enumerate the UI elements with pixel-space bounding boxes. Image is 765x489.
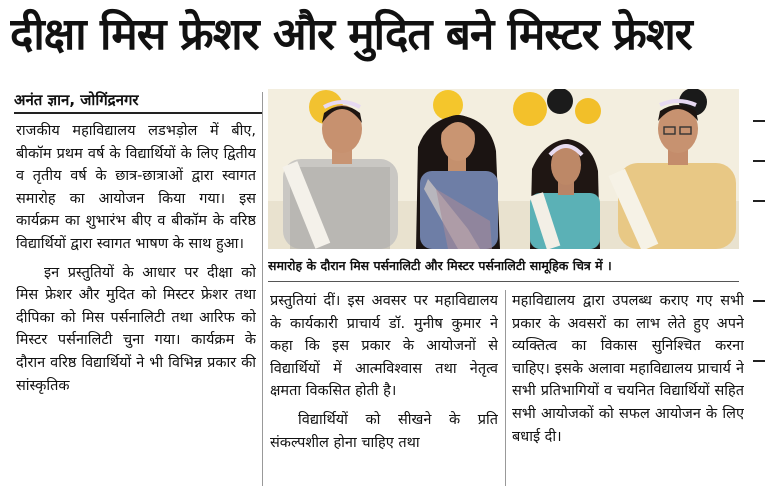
paragraph: विद्यार्थियों को सीखने के प्रति संकल्पशील होना चाहिए तथा [270, 411, 498, 451]
column-divider [262, 92, 263, 486]
article-column-2 [270, 290, 498, 486]
paragraph: राजकीय महाविद्यालय लडभड़ोल में बीए, बीकॉम प्रथम वर्ष के विद्यार्थियों के लिए द्वितीय व तृतीय वर्ष के छात्र-छात्राओं द्वारा स्वागत समारोह का आयोजन किया गया। इस कार्यक्रम का शुभारंभ बीए व बीकॉम के वरिष्ठ विद्यार्थियों द्वारा स्वागत भाषण के साथ हुआ। [16, 123, 256, 252]
byline: अनंत ज्ञान, जोगिंद्रनगर [14, 91, 139, 109]
byline-rule [14, 112, 262, 114]
group-photo-illustration [268, 89, 739, 249]
article-column-1 [16, 120, 256, 486]
headline: दीक्षा मिस फ्रेशर और मुदित बने मिस्टर फ्रेशर [10, 9, 692, 60]
group-photo [268, 89, 739, 249]
article-column-3 [512, 290, 744, 486]
paragraph: प्रस्तुतियां दीं। इस अवसर पर महाविद्यालय के कार्यकारी प्राचार्य डॉ. मुनीष कुमार ने कहा कि इस प्रकार के आयोजनों से विद्यार्थियों में आत्मविश्वास तथा नेतृत्व क्षमता विकसित होती है। [270, 293, 498, 400]
paragraph: महाविद्यालय द्वारा उपलब्ध कराए गए सभी प्रकार के अवसरों का लाभ लेते हुए अपने व्यक्तित्व का विकास सुनिश्चित करना चाहिए। इसके अलावा महाविद्यालय प्राचार्य ने सभी प्रतिभागियों व चयनित विद्यार्थियों सहित सभी आयोजकों को सफल आयोजन के लिए बधाई दी। [512, 293, 744, 445]
column-divider [505, 290, 506, 486]
caption-rule [268, 281, 739, 282]
photo-caption: समारोह के दौरान मिस पर्सनालिटी और मिस्टर पर्सनालिटी सामूहिक चित्र में । [268, 258, 612, 273]
paragraph: इन प्रस्तुतियों के आधार पर दीक्षा को मिस फ्रेशर और मुदित को मिस्टर फ्रेशर तथा दीपिका को मिस पर्सनालिटी तथा आरिफ को मिस्टर पर्सनालिटी चुना गया। कार्यक्रम के दौरान वरिष्ठ विद्यार्थियों ने भी विभिन्न प्रकार की सांस्कृतिक [16, 264, 256, 394]
adjacent-article-edge [747, 0, 765, 489]
